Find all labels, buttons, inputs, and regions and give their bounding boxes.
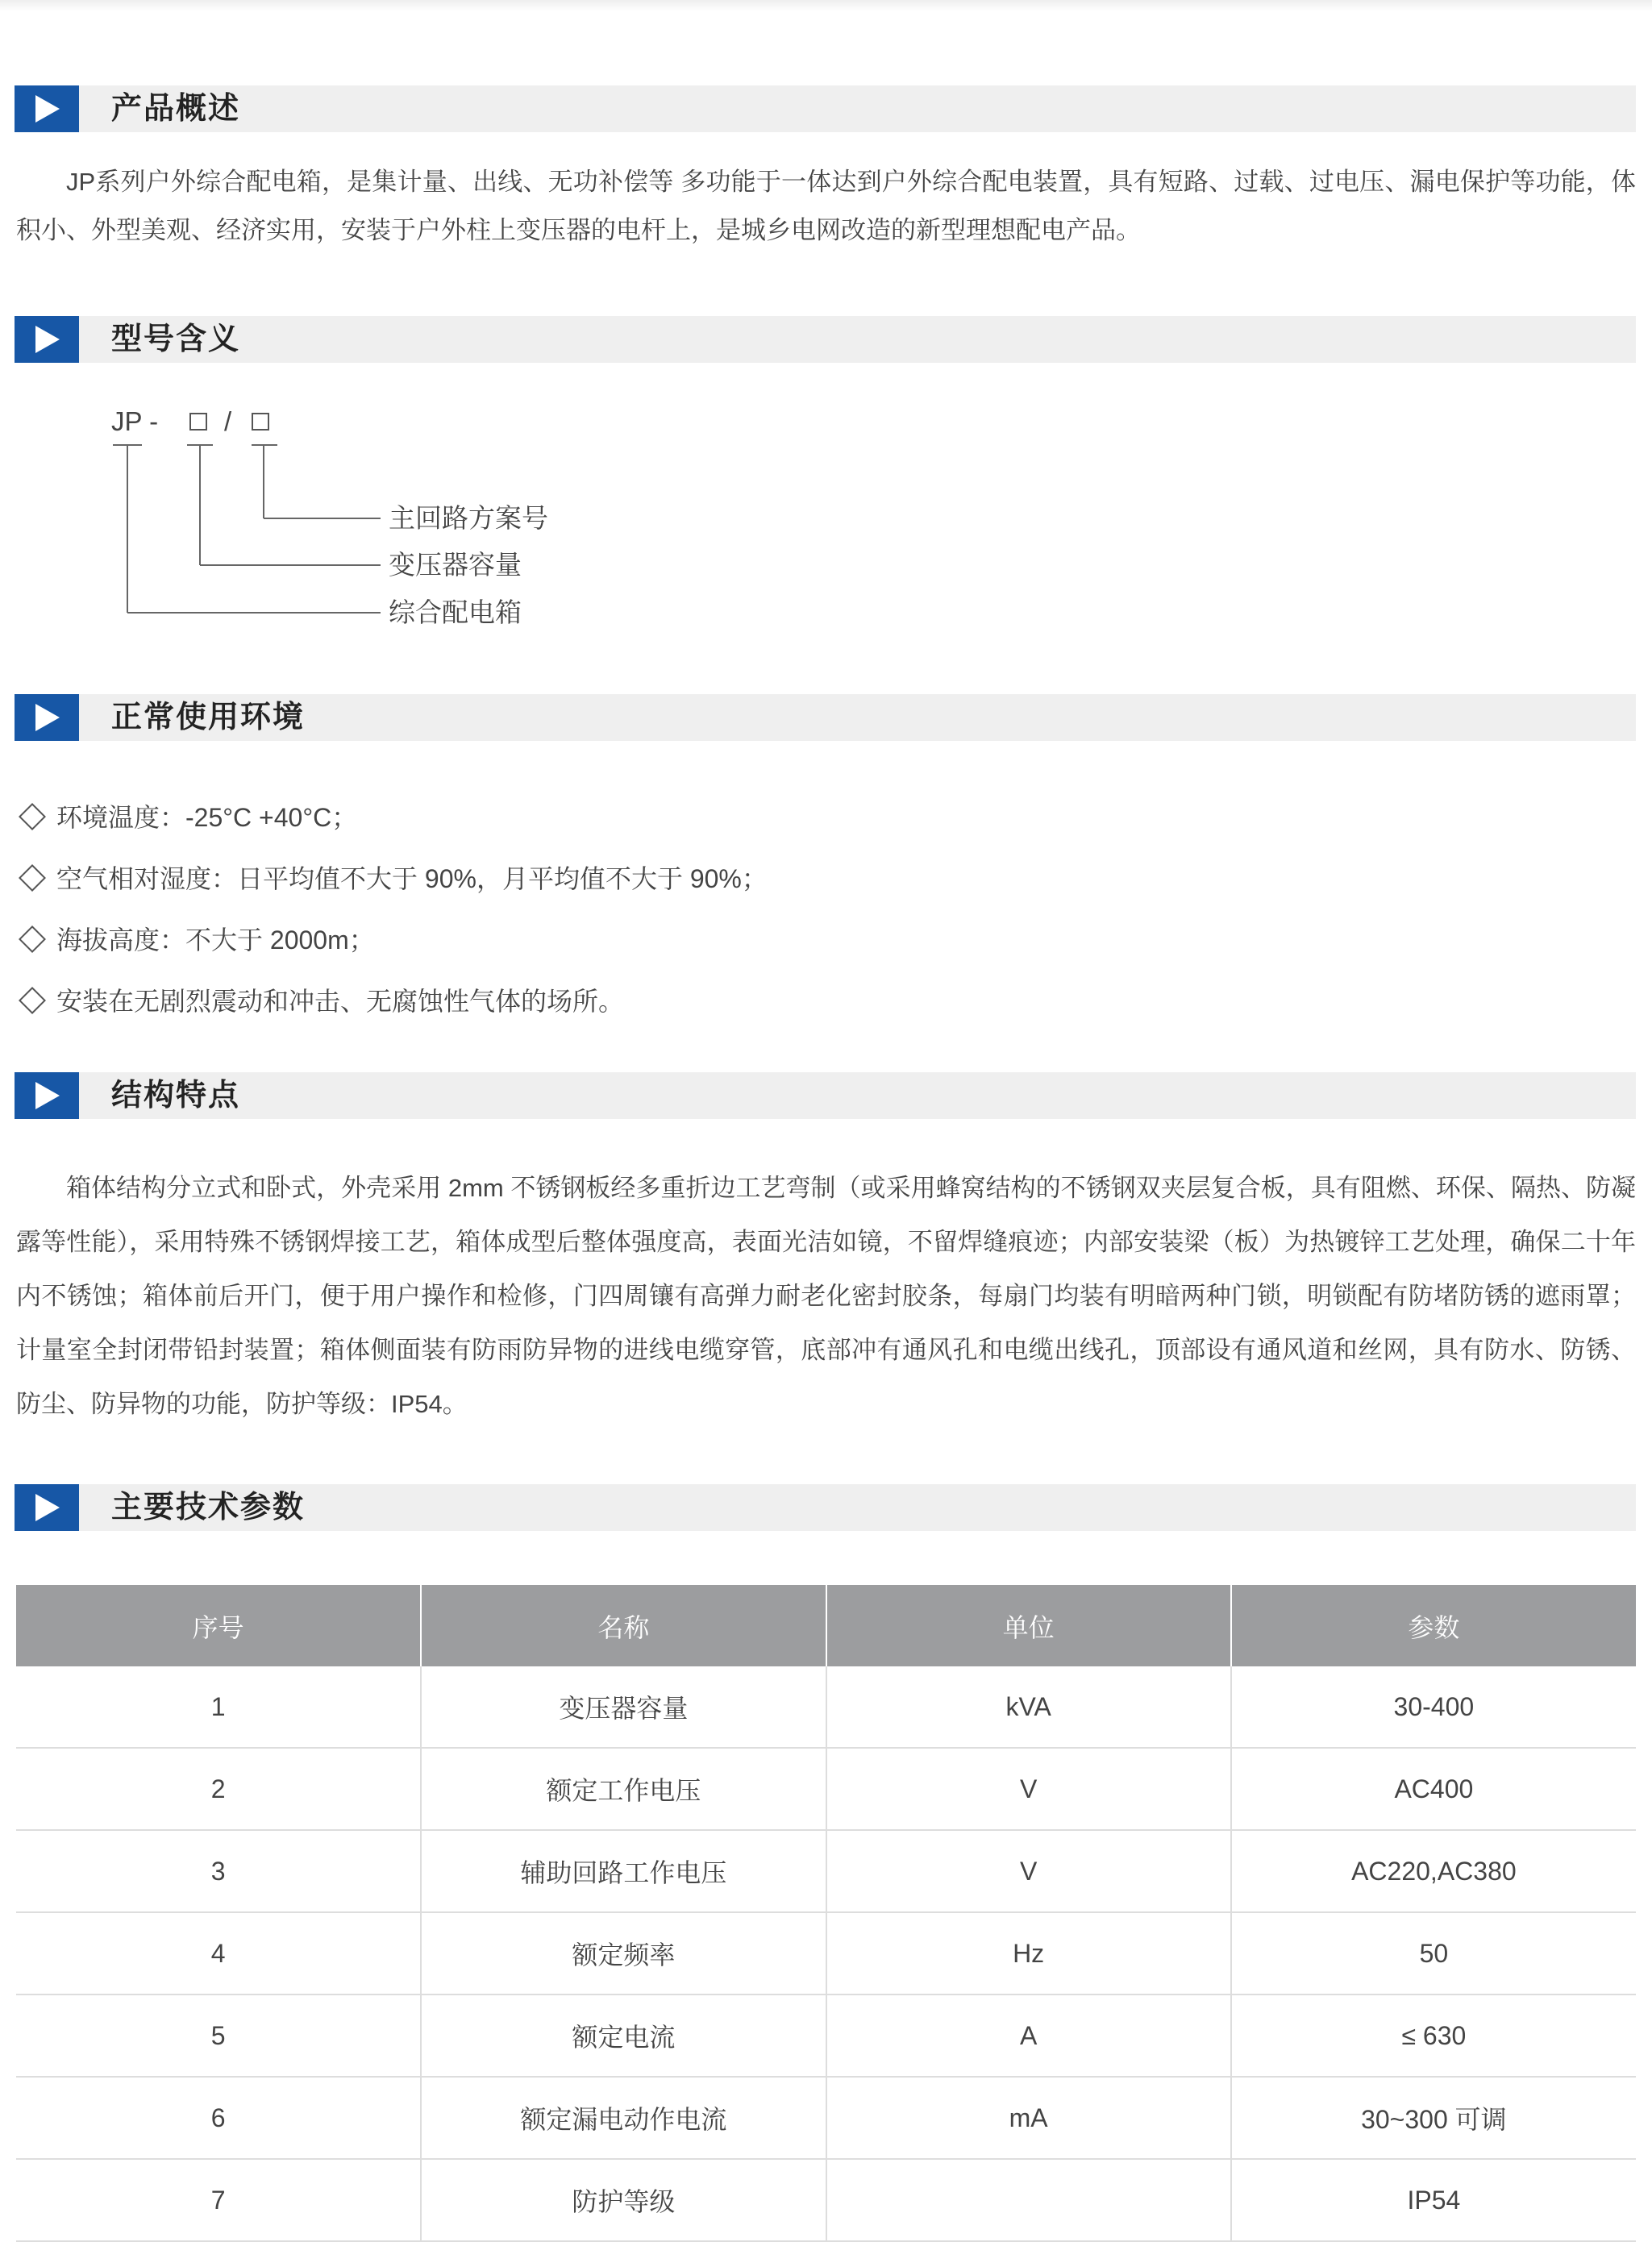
column-header: 单位 (826, 1585, 1231, 1666)
table-cell: kVA (826, 1666, 1231, 1748)
table-cell: 变压器容量 (421, 1666, 826, 1748)
list-item: 空气相对湿度：日平均值不大于 90%，月平均值不大于 90%； (16, 848, 768, 909)
params-table (16, 1585, 1636, 2242)
diamond-bullet-icon (19, 926, 46, 953)
table-cell: IP54 (1231, 2159, 1636, 2241)
list-item: 环境温度：-25°C +40°C； (16, 787, 768, 848)
section-header-params (15, 1484, 1636, 1531)
overview-text: JP系列户外综合配电箱，是集计量、出线、无功补偿等 多功能于一体达到户外综合配电装置，具有短路、过载、过电压、漏电保护等功能，体积小、外型美观、经济实用，安装于户外柱上变压器的电杆上，是城乡电网改造的新型理想配电产品。 (16, 168, 1636, 244)
play-arrow-icon (15, 1072, 79, 1119)
table-row (16, 1666, 1636, 1748)
diamond-bullet-icon (19, 987, 46, 1014)
environment-list (16, 787, 768, 1032)
table-cell (826, 2159, 1231, 2241)
list-item: 安装在无剧烈震动和冲击、无腐蚀性气体的场所。 (16, 971, 768, 1032)
table-cell: 2 (16, 1748, 421, 1830)
table-row (16, 2159, 1636, 2241)
table-row (16, 1912, 1636, 1995)
table-cell: 额定电流 (421, 1995, 826, 2077)
model-label-capacity: 变压器容量 (389, 550, 522, 580)
table-cell: Hz (826, 1912, 1231, 1995)
section-title: 产品概述 (111, 92, 241, 126)
column-header: 序号 (16, 1585, 421, 1666)
model-label-box: 综合配电箱 (389, 597, 522, 627)
column-header: 参数 (1231, 1585, 1636, 1666)
table-cell: 防护等级 (421, 2159, 826, 2241)
table-cell: 3 (16, 1830, 421, 1912)
section-title: 型号含义 (111, 322, 241, 356)
table-cell: V (826, 1830, 1231, 1912)
table-row (16, 1748, 1636, 1830)
diamond-bullet-icon (19, 803, 46, 830)
table-cell: AC220,AC380 (1231, 1830, 1636, 1912)
table-cell: AC400 (1231, 1748, 1636, 1830)
section-title: 结构特点 (111, 1079, 241, 1113)
table-cell: 额定漏电动作电流 (421, 2077, 826, 2159)
table-row (16, 1830, 1636, 1912)
table-cell: V (826, 1748, 1231, 1830)
table-row (16, 1995, 1636, 2077)
column-header: 名称 (421, 1585, 826, 1666)
model-label-scheme: 主回路方案号 (389, 503, 548, 533)
table-cell: 辅助回路工作电压 (421, 1830, 826, 1912)
table-cell: 7 (16, 2159, 421, 2241)
table-cell: 1 (16, 1666, 421, 1748)
section-title: 主要技术参数 (111, 1491, 306, 1524)
model-code-slash: / (224, 406, 232, 436)
play-arrow-icon (15, 1484, 79, 1531)
table-cell: 50 (1231, 1912, 1636, 1995)
table-cell: 30~300 可调 (1231, 2077, 1636, 2159)
list-item: 海拔高度：不大于 2000m； (16, 909, 768, 971)
table-header-row (16, 1585, 1636, 1666)
table-cell: 4 (16, 1912, 421, 1995)
table-cell: 5 (16, 1995, 421, 2077)
play-arrow-icon (15, 694, 79, 741)
structure-text: 箱体结构分立式和卧式，外壳采用 2mm 不锈钢板经多重折边工艺弯制（或采用蜂窝结构的不锈钢双夹层复合板，具有阻燃、环保、隔热、防凝露等性能），采用特殊不锈钢焊接工艺，箱体成型后整体强度高，表面光洁如镜，不留焊缝痕迹；内部安装梁（板）为热镀锌工艺处理，确保二十年内不锈蚀；箱体前后开门，便于用户操作和检修，门四周镶有高弹力耐老化密封胶条，每扇门均装有明暗两种门锁，明锁配有防堵防锈的遮雨罩；计量室全封闭带铅封装置；箱体侧面装有防雨防异物的进线电缆穿管，底部冲有通风孔和电缆出线孔，顶部设有通风道和丝网，具有防水、防锈、防尘、防异物的功能，防护等级：IP54。 (16, 1174, 1636, 1418)
table-row (16, 2077, 1636, 2159)
table-cell: 6 (16, 2077, 421, 2159)
section-title: 正常使用环境 (111, 701, 306, 734)
diamond-bullet-icon (19, 864, 46, 892)
table-cell: 30-400 (1231, 1666, 1636, 1748)
table-cell: A (826, 1995, 1231, 2077)
table-cell: ≤ 630 (1231, 1995, 1636, 2077)
section-header-environment (15, 694, 1636, 741)
structure-paragraph (16, 1161, 1636, 1431)
table-cell: mA (826, 2077, 1231, 2159)
model-code-prefix: JP - (111, 406, 159, 436)
table-cell: 额定频率 (421, 1912, 826, 1995)
section-header-structure (15, 1072, 1636, 1119)
table-cell: 额定工作电压 (421, 1748, 826, 1830)
